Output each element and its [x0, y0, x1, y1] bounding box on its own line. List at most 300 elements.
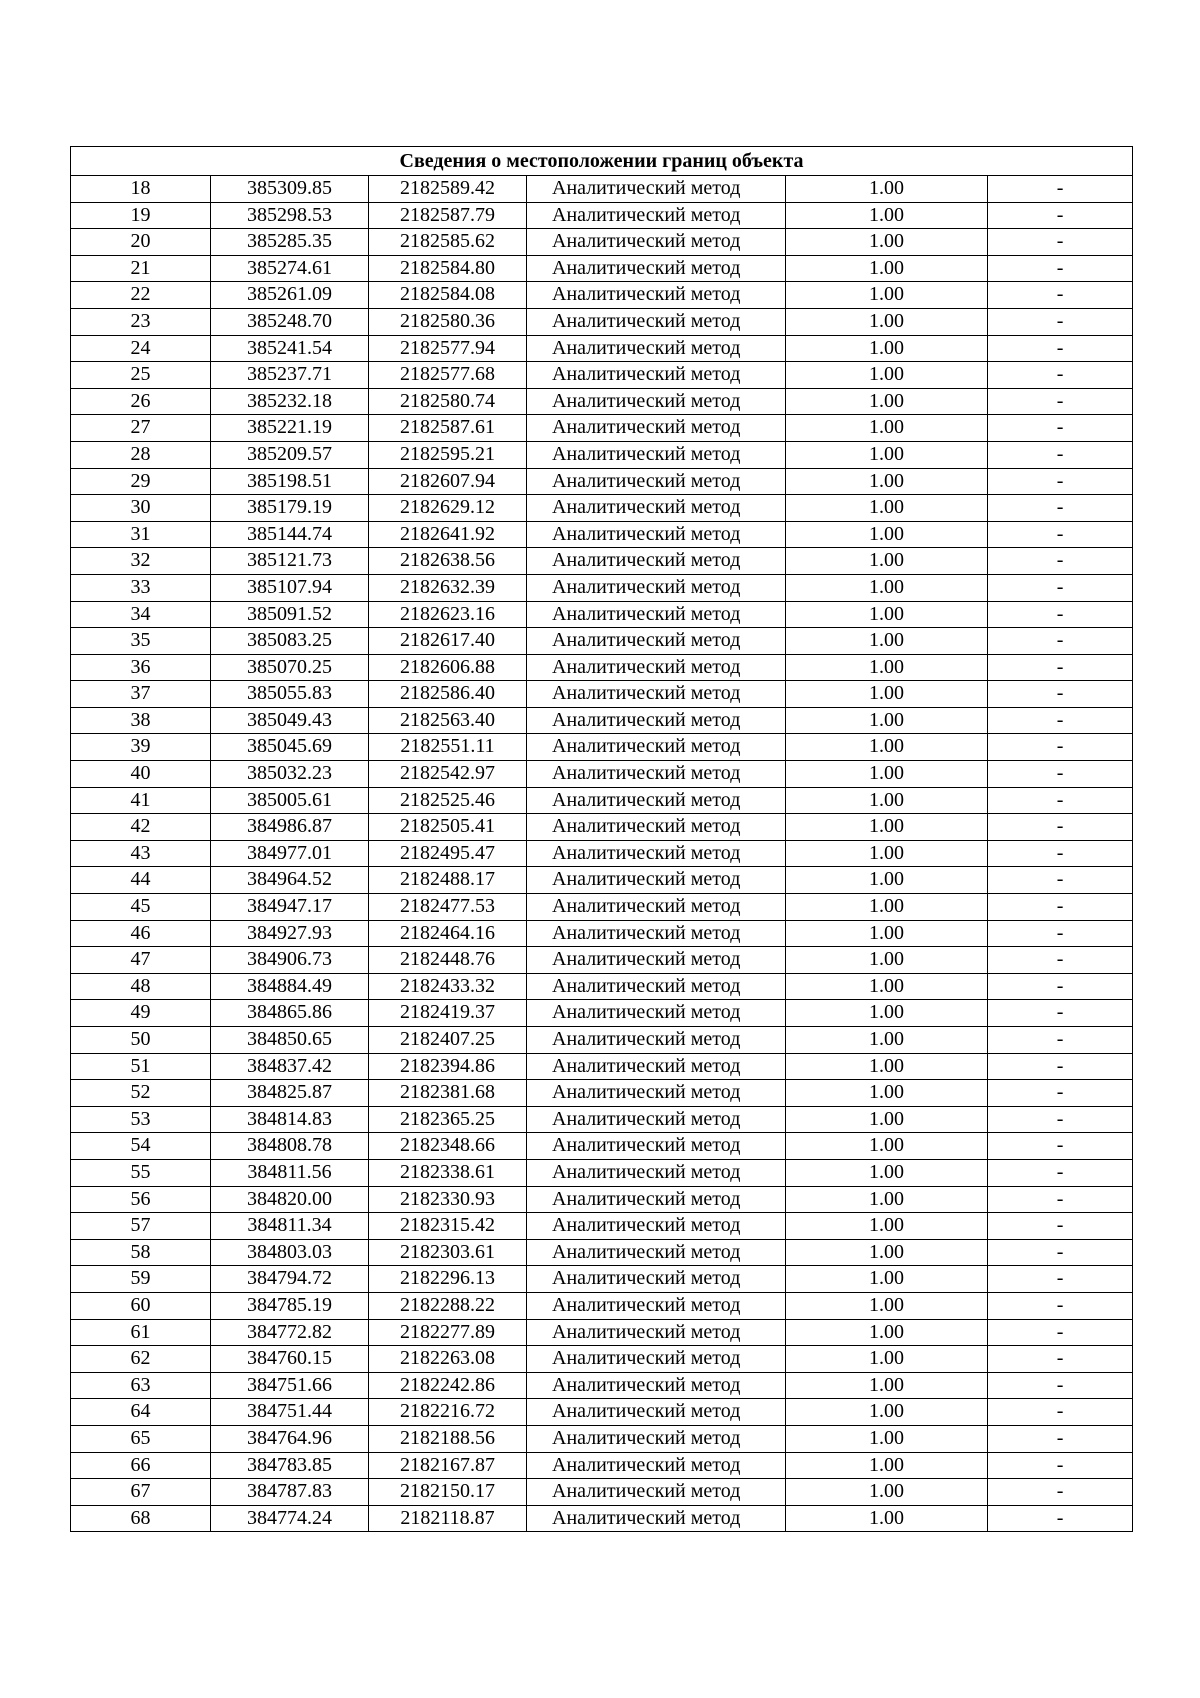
accuracy-cell: 1.00: [786, 1133, 988, 1160]
description-cell: -: [988, 1452, 1133, 1479]
point-number-cell: 19: [71, 202, 211, 229]
table-row: [71, 495, 1133, 522]
accuracy-cell: 1.00: [786, 1080, 988, 1107]
point-number-cell: 35: [71, 628, 211, 655]
description-cell: -: [988, 1159, 1133, 1186]
description-cell: -: [988, 1027, 1133, 1054]
table-row: [71, 920, 1133, 947]
table-row: [71, 814, 1133, 841]
table-row: [71, 628, 1133, 655]
table-row: [71, 947, 1133, 974]
y-coordinate-cell: 2182330.93: [369, 1186, 527, 1213]
x-coordinate-cell: 385309.85: [211, 176, 369, 203]
point-number-cell: 52: [71, 1080, 211, 1107]
description-cell: -: [988, 308, 1133, 335]
point-number-cell: 60: [71, 1292, 211, 1319]
description-cell: -: [988, 388, 1133, 415]
y-coordinate-cell: 2182448.76: [369, 947, 527, 974]
description-cell: -: [988, 734, 1133, 761]
x-coordinate-cell: 384811.34: [211, 1213, 369, 1240]
description-cell: -: [988, 947, 1133, 974]
point-number-cell: 20: [71, 229, 211, 256]
description-cell: -: [988, 1399, 1133, 1426]
point-number-cell: 49: [71, 1000, 211, 1027]
description-cell: -: [988, 681, 1133, 708]
description-cell: -: [988, 1186, 1133, 1213]
method-cell: Аналитический метод: [527, 548, 786, 575]
point-number-cell: 27: [71, 415, 211, 442]
method-cell: Аналитический метод: [527, 1266, 786, 1293]
description-cell: -: [988, 229, 1133, 256]
method-cell: Аналитический метод: [527, 229, 786, 256]
point-number-cell: 33: [71, 574, 211, 601]
y-coordinate-cell: 2182638.56: [369, 548, 527, 575]
accuracy-cell: 1.00: [786, 308, 988, 335]
x-coordinate-cell: 385083.25: [211, 628, 369, 655]
method-cell: Аналитический метод: [527, 308, 786, 335]
x-coordinate-cell: 385209.57: [211, 441, 369, 468]
table-row: [71, 1452, 1133, 1479]
method-cell: Аналитический метод: [527, 335, 786, 362]
table-row: [71, 1479, 1133, 1506]
table-body: [71, 176, 1133, 1532]
point-number-cell: 64: [71, 1399, 211, 1426]
y-coordinate-cell: 2182167.87: [369, 1452, 527, 1479]
method-cell: Аналитический метод: [527, 1372, 786, 1399]
method-cell: Аналитический метод: [527, 894, 786, 921]
description-cell: -: [988, 362, 1133, 389]
point-number-cell: 67: [71, 1479, 211, 1506]
method-cell: Аналитический метод: [527, 415, 786, 442]
method-cell: Аналитический метод: [527, 255, 786, 282]
point-number-cell: 56: [71, 1186, 211, 1213]
point-number-cell: 54: [71, 1133, 211, 1160]
x-coordinate-cell: 384927.93: [211, 920, 369, 947]
method-cell: Аналитический метод: [527, 1346, 786, 1373]
x-coordinate-cell: 385232.18: [211, 388, 369, 415]
y-coordinate-cell: 2182606.88: [369, 654, 527, 681]
method-cell: Аналитический метод: [527, 1505, 786, 1532]
point-number-cell: 32: [71, 548, 211, 575]
table-row: [71, 1266, 1133, 1293]
x-coordinate-cell: 385055.83: [211, 681, 369, 708]
description-cell: -: [988, 707, 1133, 734]
accuracy-cell: 1.00: [786, 947, 988, 974]
y-coordinate-cell: 2182477.53: [369, 894, 527, 921]
x-coordinate-cell: 384794.72: [211, 1266, 369, 1293]
accuracy-cell: 1.00: [786, 1239, 988, 1266]
accuracy-cell: 1.00: [786, 282, 988, 309]
method-cell: Аналитический метод: [527, 654, 786, 681]
table-row: [71, 601, 1133, 628]
description-cell: -: [988, 255, 1133, 282]
description-cell: -: [988, 1479, 1133, 1506]
y-coordinate-cell: 2182315.42: [369, 1213, 527, 1240]
table-row: [71, 548, 1133, 575]
y-coordinate-cell: 2182296.13: [369, 1266, 527, 1293]
x-coordinate-cell: 384884.49: [211, 973, 369, 1000]
x-coordinate-cell: 385179.19: [211, 495, 369, 522]
x-coordinate-cell: 385274.61: [211, 255, 369, 282]
y-coordinate-cell: 2182617.40: [369, 628, 527, 655]
y-coordinate-cell: 2182577.94: [369, 335, 527, 362]
x-coordinate-cell: 385070.25: [211, 654, 369, 681]
table-row: [71, 255, 1133, 282]
point-number-cell: 47: [71, 947, 211, 974]
description-cell: -: [988, 176, 1133, 203]
point-number-cell: 41: [71, 787, 211, 814]
method-cell: Аналитический метод: [527, 1213, 786, 1240]
description-cell: -: [988, 1505, 1133, 1532]
point-number-cell: 58: [71, 1239, 211, 1266]
accuracy-cell: 1.00: [786, 681, 988, 708]
method-cell: Аналитический метод: [527, 1106, 786, 1133]
y-coordinate-cell: 2182338.61: [369, 1159, 527, 1186]
accuracy-cell: 1.00: [786, 628, 988, 655]
method-cell: Аналитический метод: [527, 282, 786, 309]
method-cell: Аналитический метод: [527, 574, 786, 601]
point-number-cell: 59: [71, 1266, 211, 1293]
x-coordinate-cell: 384751.44: [211, 1399, 369, 1426]
table-row: [71, 1106, 1133, 1133]
table-row: [71, 734, 1133, 761]
y-coordinate-cell: 2182381.68: [369, 1080, 527, 1107]
table-row: [71, 1027, 1133, 1054]
accuracy-cell: 1.00: [786, 495, 988, 522]
method-cell: Аналитический метод: [527, 176, 786, 203]
accuracy-cell: 1.00: [786, 388, 988, 415]
point-number-cell: 62: [71, 1346, 211, 1373]
point-number-cell: 28: [71, 441, 211, 468]
description-cell: -: [988, 761, 1133, 788]
y-coordinate-cell: 2182150.17: [369, 1479, 527, 1506]
y-coordinate-cell: 2182580.36: [369, 308, 527, 335]
method-cell: Аналитический метод: [527, 1399, 786, 1426]
x-coordinate-cell: 384751.66: [211, 1372, 369, 1399]
accuracy-cell: 1.00: [786, 1346, 988, 1373]
y-coordinate-cell: 2182242.86: [369, 1372, 527, 1399]
method-cell: Аналитический метод: [527, 1452, 786, 1479]
point-number-cell: 37: [71, 681, 211, 708]
accuracy-cell: 1.00: [786, 548, 988, 575]
method-cell: Аналитический метод: [527, 1133, 786, 1160]
accuracy-cell: 1.00: [786, 920, 988, 947]
table-row: [71, 1186, 1133, 1213]
table-row: [71, 787, 1133, 814]
x-coordinate-cell: 384774.24: [211, 1505, 369, 1532]
x-coordinate-cell: 385045.69: [211, 734, 369, 761]
description-cell: -: [988, 867, 1133, 894]
method-cell: Аналитический метод: [527, 707, 786, 734]
point-number-cell: 18: [71, 176, 211, 203]
y-coordinate-cell: 2182419.37: [369, 1000, 527, 1027]
x-coordinate-cell: 385198.51: [211, 468, 369, 495]
table-row: [71, 867, 1133, 894]
accuracy-cell: 1.00: [786, 1372, 988, 1399]
y-coordinate-cell: 2182584.80: [369, 255, 527, 282]
method-cell: Аналитический метод: [527, 1186, 786, 1213]
boundary-coordinates-table: [70, 146, 1133, 1532]
point-number-cell: 30: [71, 495, 211, 522]
point-number-cell: 29: [71, 468, 211, 495]
point-number-cell: 38: [71, 707, 211, 734]
accuracy-cell: 1.00: [786, 814, 988, 841]
y-coordinate-cell: 2182263.08: [369, 1346, 527, 1373]
accuracy-cell: 1.00: [786, 1292, 988, 1319]
description-cell: -: [988, 628, 1133, 655]
accuracy-cell: 1.00: [786, 761, 988, 788]
point-number-cell: 46: [71, 920, 211, 947]
x-coordinate-cell: 385144.74: [211, 521, 369, 548]
accuracy-cell: 1.00: [786, 654, 988, 681]
y-coordinate-cell: 2182587.61: [369, 415, 527, 442]
point-number-cell: 44: [71, 867, 211, 894]
x-coordinate-cell: 384837.42: [211, 1053, 369, 1080]
method-cell: Аналитический метод: [527, 202, 786, 229]
point-number-cell: 39: [71, 734, 211, 761]
accuracy-cell: 1.00: [786, 1159, 988, 1186]
x-coordinate-cell: 384825.87: [211, 1080, 369, 1107]
accuracy-cell: 1.00: [786, 229, 988, 256]
point-number-cell: 57: [71, 1213, 211, 1240]
description-cell: -: [988, 415, 1133, 442]
method-cell: Аналитический метод: [527, 388, 786, 415]
description-cell: -: [988, 1372, 1133, 1399]
y-coordinate-cell: 2182632.39: [369, 574, 527, 601]
x-coordinate-cell: 384947.17: [211, 894, 369, 921]
accuracy-cell: 1.00: [786, 707, 988, 734]
x-coordinate-cell: 384865.86: [211, 1000, 369, 1027]
accuracy-cell: 1.00: [786, 362, 988, 389]
table-row: [71, 176, 1133, 203]
x-coordinate-cell: 385237.71: [211, 362, 369, 389]
x-coordinate-cell: 385298.53: [211, 202, 369, 229]
y-coordinate-cell: 2182607.94: [369, 468, 527, 495]
table-row: [71, 1372, 1133, 1399]
y-coordinate-cell: 2182580.74: [369, 388, 527, 415]
method-cell: Аналитический метод: [527, 362, 786, 389]
accuracy-cell: 1.00: [786, 468, 988, 495]
table-row: [71, 308, 1133, 335]
accuracy-cell: 1.00: [786, 1505, 988, 1532]
description-cell: -: [988, 787, 1133, 814]
accuracy-cell: 1.00: [786, 1319, 988, 1346]
accuracy-cell: 1.00: [786, 335, 988, 362]
accuracy-cell: 1.00: [786, 894, 988, 921]
method-cell: Аналитический метод: [527, 1319, 786, 1346]
table-row: [71, 1239, 1133, 1266]
table-row: [71, 335, 1133, 362]
point-number-cell: 40: [71, 761, 211, 788]
table-row: [71, 521, 1133, 548]
table-row: [71, 681, 1133, 708]
x-coordinate-cell: 384764.96: [211, 1425, 369, 1452]
y-coordinate-cell: 2182188.56: [369, 1425, 527, 1452]
table-row: [71, 1213, 1133, 1240]
method-cell: Аналитический метод: [527, 787, 786, 814]
table-row: [71, 1080, 1133, 1107]
accuracy-cell: 1.00: [786, 521, 988, 548]
table-row: [71, 202, 1133, 229]
table-row: [71, 654, 1133, 681]
y-coordinate-cell: 2182585.62: [369, 229, 527, 256]
accuracy-cell: 1.00: [786, 973, 988, 1000]
x-coordinate-cell: 384820.00: [211, 1186, 369, 1213]
accuracy-cell: 1.00: [786, 1053, 988, 1080]
accuracy-cell: 1.00: [786, 1266, 988, 1293]
accuracy-cell: 1.00: [786, 1106, 988, 1133]
method-cell: Аналитический метод: [527, 814, 786, 841]
accuracy-cell: 1.00: [786, 867, 988, 894]
x-coordinate-cell: 384811.56: [211, 1159, 369, 1186]
table-row: [71, 1133, 1133, 1160]
x-coordinate-cell: 385121.73: [211, 548, 369, 575]
y-coordinate-cell: 2182488.17: [369, 867, 527, 894]
method-cell: Аналитический метод: [527, 601, 786, 628]
method-cell: Аналитический метод: [527, 1027, 786, 1054]
description-cell: -: [988, 468, 1133, 495]
description-cell: -: [988, 1106, 1133, 1133]
description-cell: -: [988, 920, 1133, 947]
description-cell: -: [988, 894, 1133, 921]
accuracy-cell: 1.00: [786, 840, 988, 867]
y-coordinate-cell: 2182587.79: [369, 202, 527, 229]
y-coordinate-cell: 2182407.25: [369, 1027, 527, 1054]
point-number-cell: 25: [71, 362, 211, 389]
accuracy-cell: 1.00: [786, 734, 988, 761]
description-cell: -: [988, 1239, 1133, 1266]
point-number-cell: 43: [71, 840, 211, 867]
y-coordinate-cell: 2182277.89: [369, 1319, 527, 1346]
point-number-cell: 55: [71, 1159, 211, 1186]
method-cell: Аналитический метод: [527, 441, 786, 468]
table-row: [71, 761, 1133, 788]
description-cell: -: [988, 1292, 1133, 1319]
accuracy-cell: 1.00: [786, 1000, 988, 1027]
x-coordinate-cell: 384760.15: [211, 1346, 369, 1373]
point-number-cell: 22: [71, 282, 211, 309]
table-row: [71, 441, 1133, 468]
description-cell: -: [988, 840, 1133, 867]
point-number-cell: 26: [71, 388, 211, 415]
y-coordinate-cell: 2182365.25: [369, 1106, 527, 1133]
x-coordinate-cell: 384772.82: [211, 1319, 369, 1346]
y-coordinate-cell: 2182586.40: [369, 681, 527, 708]
accuracy-cell: 1.00: [786, 601, 988, 628]
description-cell: -: [988, 202, 1133, 229]
table-row: [71, 1425, 1133, 1452]
y-coordinate-cell: 2182589.42: [369, 176, 527, 203]
table-row: [71, 574, 1133, 601]
y-coordinate-cell: 2182303.61: [369, 1239, 527, 1266]
table-title: Сведения о местоположении границ объекта: [71, 147, 1133, 176]
description-cell: -: [988, 1425, 1133, 1452]
description-cell: -: [988, 601, 1133, 628]
point-number-cell: 63: [71, 1372, 211, 1399]
method-cell: Аналитический метод: [527, 1292, 786, 1319]
method-cell: Аналитический метод: [527, 761, 786, 788]
table-row: [71, 707, 1133, 734]
x-coordinate-cell: 385107.94: [211, 574, 369, 601]
y-coordinate-cell: 2182629.12: [369, 495, 527, 522]
x-coordinate-cell: 384850.65: [211, 1027, 369, 1054]
point-number-cell: 21: [71, 255, 211, 282]
y-coordinate-cell: 2182577.68: [369, 362, 527, 389]
x-coordinate-cell: 385091.52: [211, 601, 369, 628]
x-coordinate-cell: 385221.19: [211, 415, 369, 442]
table-row: [71, 1319, 1133, 1346]
y-coordinate-cell: 2182641.92: [369, 521, 527, 548]
y-coordinate-cell: 2182348.66: [369, 1133, 527, 1160]
table-row: [71, 388, 1133, 415]
point-number-cell: 24: [71, 335, 211, 362]
x-coordinate-cell: 385049.43: [211, 707, 369, 734]
x-coordinate-cell: 384814.83: [211, 1106, 369, 1133]
x-coordinate-cell: 385261.09: [211, 282, 369, 309]
accuracy-cell: 1.00: [786, 176, 988, 203]
table-row: [71, 1159, 1133, 1186]
table-row: [71, 840, 1133, 867]
method-cell: Аналитический метод: [527, 867, 786, 894]
y-coordinate-cell: 2182433.32: [369, 973, 527, 1000]
accuracy-cell: 1.00: [786, 1425, 988, 1452]
y-coordinate-cell: 2182216.72: [369, 1399, 527, 1426]
y-coordinate-cell: 2182525.46: [369, 787, 527, 814]
description-cell: -: [988, 973, 1133, 1000]
method-cell: Аналитический метод: [527, 1053, 786, 1080]
method-cell: Аналитический метод: [527, 1425, 786, 1452]
y-coordinate-cell: 2182542.97: [369, 761, 527, 788]
method-cell: Аналитический метод: [527, 468, 786, 495]
description-cell: -: [988, 282, 1133, 309]
table-row: [71, 1346, 1133, 1373]
method-cell: Аналитический метод: [527, 521, 786, 548]
point-number-cell: 36: [71, 654, 211, 681]
x-coordinate-cell: 385285.35: [211, 229, 369, 256]
accuracy-cell: 1.00: [786, 255, 988, 282]
table-title-row: [71, 147, 1133, 176]
x-coordinate-cell: 385005.61: [211, 787, 369, 814]
y-coordinate-cell: 2182464.16: [369, 920, 527, 947]
table-row: [71, 1505, 1133, 1532]
point-number-cell: 53: [71, 1106, 211, 1133]
accuracy-cell: 1.00: [786, 1399, 988, 1426]
accuracy-cell: 1.00: [786, 441, 988, 468]
method-cell: Аналитический метод: [527, 495, 786, 522]
point-number-cell: 31: [71, 521, 211, 548]
x-coordinate-cell: 385241.54: [211, 335, 369, 362]
y-coordinate-cell: 2182505.41: [369, 814, 527, 841]
description-cell: -: [988, 1133, 1133, 1160]
point-number-cell: 48: [71, 973, 211, 1000]
description-cell: -: [988, 495, 1133, 522]
x-coordinate-cell: 384977.01: [211, 840, 369, 867]
table-row: [71, 1000, 1133, 1027]
method-cell: Аналитический метод: [527, 734, 786, 761]
table-row: [71, 1053, 1133, 1080]
description-cell: -: [988, 1000, 1133, 1027]
accuracy-cell: 1.00: [786, 574, 988, 601]
description-cell: -: [988, 1053, 1133, 1080]
point-number-cell: 42: [71, 814, 211, 841]
method-cell: Аналитический метод: [527, 947, 786, 974]
point-number-cell: 61: [71, 1319, 211, 1346]
x-coordinate-cell: 384783.85: [211, 1452, 369, 1479]
x-coordinate-cell: 385032.23: [211, 761, 369, 788]
point-number-cell: 65: [71, 1425, 211, 1452]
x-coordinate-cell: 384785.19: [211, 1292, 369, 1319]
method-cell: Аналитический метод: [527, 973, 786, 1000]
